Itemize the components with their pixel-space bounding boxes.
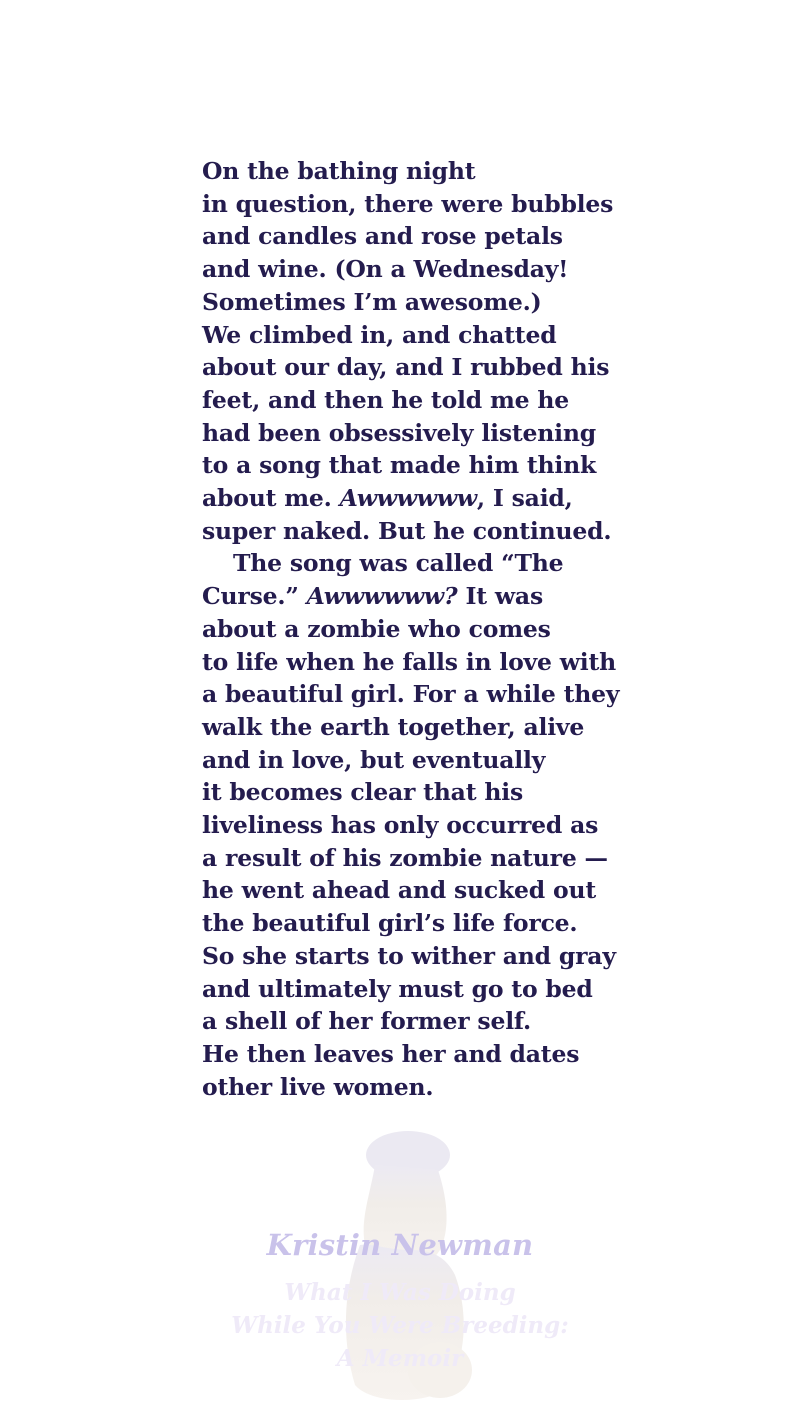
passage-line: about a zombie who comes bbox=[202, 614, 551, 643]
passage-text: , I said, bbox=[476, 484, 573, 513]
passage-line: and wine. (On a Wednesday! bbox=[202, 255, 569, 284]
passage-line: had been obsessively listening bbox=[202, 418, 596, 447]
book-title-line: While You Were Breeding: bbox=[231, 1312, 569, 1339]
passage-line: liveliness has only occurred as bbox=[202, 811, 599, 840]
passage-line: he went ahead and sucked out bbox=[202, 876, 597, 905]
author-name: Kristin Newman bbox=[266, 1228, 534, 1262]
book-title-line: What I Was Doing bbox=[284, 1279, 516, 1306]
passage-line-indented: The song was called “The bbox=[233, 549, 564, 578]
quote-passage bbox=[202, 155, 622, 1103]
passage-line: We climbed in, and chatted bbox=[202, 320, 557, 349]
passage-line: about our day, and I rubbed his bbox=[202, 353, 610, 382]
passage-text: It was bbox=[457, 582, 543, 611]
passage-line: to life when he falls in love with bbox=[202, 647, 617, 676]
book-title-line: A Memoir bbox=[336, 1345, 464, 1372]
passage-line: On the bathing night bbox=[202, 157, 476, 185]
passage-line: the beautiful girl’s life force. bbox=[202, 909, 578, 938]
passage-italic: Awwwwww? bbox=[306, 582, 458, 611]
passage-line: a beautiful girl. For a while they bbox=[202, 680, 620, 709]
passage-line: and ultimately must go to bed bbox=[202, 974, 593, 1003]
passage-line: a shell of her former self. bbox=[202, 1007, 531, 1036]
passage-italic: Awwwwww bbox=[339, 484, 477, 513]
passage-line: it becomes clear that his bbox=[202, 778, 523, 807]
passage-line: Sometimes I’m awesome.) bbox=[202, 287, 542, 316]
passage-line: a result of his zombie nature — bbox=[202, 843, 608, 872]
passage-line bbox=[202, 580, 622, 613]
passage-line: other live women. bbox=[202, 1072, 434, 1101]
passage-line: and candles and rose petals bbox=[202, 222, 563, 251]
passage-text: Curse.” bbox=[202, 582, 307, 611]
passage-line: feet, and then he told me he bbox=[202, 385, 570, 414]
passage-line: He then leaves her and dates bbox=[202, 1039, 580, 1068]
passage-line bbox=[202, 482, 622, 515]
passage-line: in question, there were bubbles bbox=[202, 189, 614, 218]
passage-line: So she starts to wither and gray bbox=[202, 941, 616, 970]
passage-text: about me. bbox=[202, 484, 340, 513]
passage-line: to a song that made him think bbox=[202, 451, 597, 480]
passage-line: super naked. But he continued. bbox=[202, 516, 612, 545]
passage-line: and in love, but eventually bbox=[202, 745, 546, 774]
passage-line: walk the earth together, alive bbox=[202, 712, 585, 741]
